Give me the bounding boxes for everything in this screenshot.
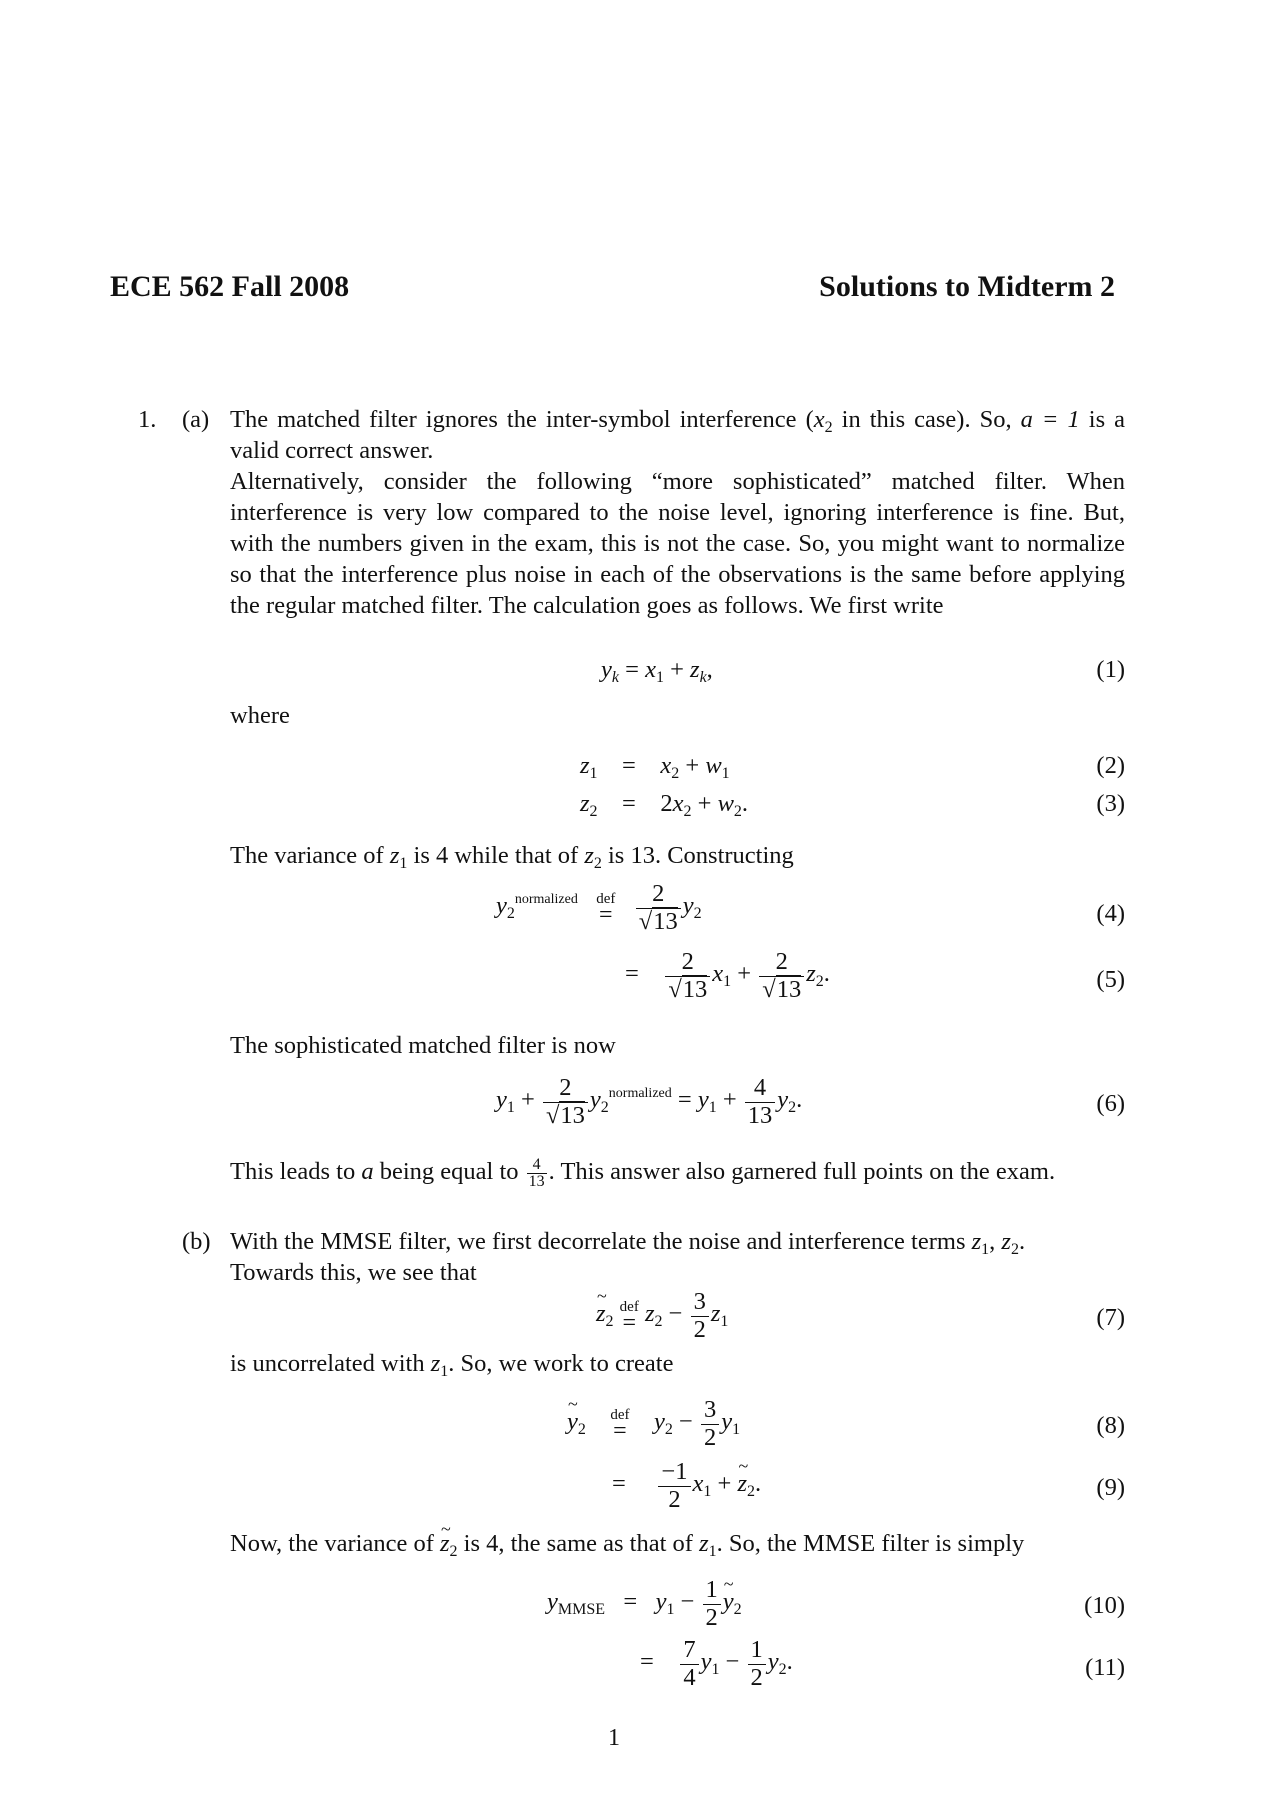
document-title: Solutions to Midterm 2 xyxy=(819,270,1115,303)
equation-number-9: (9) xyxy=(1096,1474,1125,1501)
equation-10: $y_{MMSE} = y_1$ − $\frac{1}{2}$ ~ $y_2$ xyxy=(547,1576,742,1631)
equation-number-6: (6) xyxy=(1096,1090,1125,1117)
equation-number-5: (5) xyxy=(1096,966,1125,993)
sophisticated-sentence: The sophisticated matched filter is now xyxy=(230,1032,616,1059)
variance-sentence: The variance of $z_1$ is 4 while that of $z_2$ is 13. Constructing xyxy=(230,842,794,872)
part-b-label: (b) xyxy=(182,1228,211,1255)
equation-number-4: (4) xyxy=(1096,900,1125,927)
equation-5: = $\frac{2}{√13}$ $x_1$ + $\frac{2}{√13}$ $z_2$. xyxy=(625,948,830,1003)
equation-4: $y_2^{normalized}$ def = $\frac{2}{√13}$ $y_2$ xyxy=(496,880,702,935)
equation-7: ~ $z_2$ def = $z_2$ − $\frac{3}{2}$ $z_1$ xyxy=(596,1288,728,1343)
equation-9: = $\frac{-1}{2}$ $x_1$ + ~ $z_2$. xyxy=(612,1458,761,1513)
problem-number: 1. xyxy=(138,406,157,433)
part-b-intro: With the MMSE filter, we first decorrelate the noise and interference terms $z_1$, $z_2$. Towards this, we see that xyxy=(230,1228,1026,1286)
page-number: 1 xyxy=(608,1725,620,1751)
equation-number-10: (10) xyxy=(1084,1592,1125,1619)
now-sentence: Now, the variance of ~ $z_2$ is 4, the same as that of $z_1$. So, the MMSE filter is simply xyxy=(230,1528,1125,1559)
a-value: a = 1 xyxy=(1020,406,1080,433)
where-text: where xyxy=(230,702,290,729)
equation-number-2: (2) xyxy=(1096,752,1125,779)
equation-8: ~ $y_2$ def = $y_2$ − $\frac{3}{2}$ $y_1$ xyxy=(567,1396,740,1451)
course-header: ECE 562 Fall 2008 xyxy=(110,270,350,303)
uncorrelated-sentence: is uncorrelated with $z_1$. So, we work to create xyxy=(230,1350,674,1380)
equation-number-1: (1) xyxy=(1096,656,1125,683)
part-a-paragraph-2: Alternatively, consider the following “more sophisticated” matched filter. When interference is very low compared to the noise level, ignoring interference is fine. But, with the numbers given in the exam, this is not the case. So, you might want to normalize so that the interference plus noise in each of the observations is the same before applying the regular matched filter. The calculation goes as follows. We first write xyxy=(230,468,1125,619)
equation-1: $y_k = x_1 + z_k$, xyxy=(601,656,713,686)
equation-number-11: (11) xyxy=(1085,1654,1125,1681)
equation-6: $y_1$ + $\frac{2}{√13}$ $y_2^{normalized} = y_1$ + $\frac{4}{13}$ $y_2$. xyxy=(496,1074,803,1129)
equation-number-7: (7) xyxy=(1096,1304,1125,1331)
equation-11: = $\frac{7}{4}$ $y_1$ − $\frac{1}{2}$ $y_2$. xyxy=(640,1636,793,1691)
leads-paragraph: This leads to a being equal to $\frac{4}{13}$ . This answer also garnered full points on the exam. xyxy=(230,1155,1056,1190)
equation-number-3: (3) xyxy=(1096,790,1125,817)
equation-3: $z_2$ = $2x_2 + w_2$. xyxy=(580,790,749,820)
equation-number-8: (8) xyxy=(1096,1412,1125,1439)
equation-2: $z_1$ = $x_2 + w_1$ xyxy=(580,752,730,782)
part-a-paragraph-1: The matched filter ignores the inter-symbol interference ($x_2$ in this case). So, a = 1 is a valid correct answer. xyxy=(230,406,1125,464)
part-a-label: (a) xyxy=(182,406,210,433)
